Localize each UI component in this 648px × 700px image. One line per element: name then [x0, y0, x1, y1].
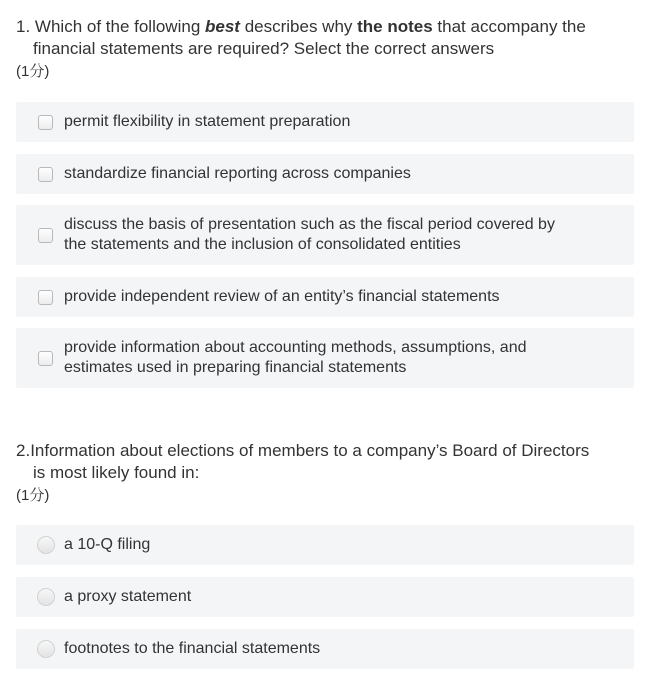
q1-option-4-label: provide independent review of an entity’s financial statements — [64, 288, 500, 305]
q2-option-1[interactable] — [16, 525, 634, 565]
q1-option-5-label-line1: provide information about accounting methods, assumptions, and — [64, 339, 527, 356]
question-1-text-part3: that accompany the — [432, 17, 586, 36]
question-2-number: 2. — [16, 441, 31, 460]
checkbox-icon[interactable] — [38, 228, 53, 243]
checkbox-icon[interactable] — [38, 115, 53, 130]
question-1-text-part1: Which of the following — [30, 17, 205, 36]
radio-icon[interactable] — [37, 536, 55, 554]
q2-option-2-label: a proxy statement — [64, 588, 192, 605]
question-1-score: (1分) — [16, 63, 50, 80]
q2-option-2[interactable] — [16, 577, 634, 617]
q1-option-5-label — [64, 338, 594, 378]
question-1-text-line2: financial statements are required? Select the correct answers — [33, 39, 495, 58]
q1-option-5[interactable] — [16, 328, 634, 388]
question-1-emphasis-notes: the notes — [357, 17, 433, 36]
question-2-title — [16, 440, 636, 484]
q2-option-1-label: a 10-Q filing — [64, 536, 151, 553]
q1-option-1-label: permit flexibility in statement preparation — [64, 113, 351, 130]
q2-option-3[interactable] — [16, 629, 634, 669]
question-1-text-part2: describes why — [239, 17, 358, 36]
question-2-score: (1分) — [16, 487, 50, 504]
q1-option-2[interactable] — [16, 154, 634, 194]
q1-option-3-label-line1: discuss the basis of presentation such as the fiscal period covered by — [64, 216, 555, 233]
question-2 — [16, 440, 636, 506]
question-2-text-line2: is most likely found in: — [33, 463, 200, 482]
question-1 — [16, 16, 636, 82]
checkbox-icon[interactable] — [38, 290, 53, 305]
radio-icon[interactable] — [37, 588, 55, 606]
question-2-text-line1: Information about elections of members to a company’s Board of Directors — [30, 441, 590, 460]
question-1-emphasis-best: best — [205, 17, 240, 36]
q1-option-5-label-line2: estimates used in preparing financial statements — [64, 359, 407, 376]
checkbox-icon[interactable] — [38, 167, 53, 182]
q1-option-1[interactable] — [16, 102, 634, 142]
q1-option-3[interactable] — [16, 205, 634, 265]
q1-option-2-label: standardize financial reporting across companies — [64, 165, 411, 182]
question-1-title — [16, 16, 636, 60]
radio-icon[interactable] — [37, 640, 55, 658]
q2-option-3-label: footnotes to the financial statements — [64, 640, 321, 657]
checkbox-icon[interactable] — [38, 351, 53, 366]
question-1-number: 1. — [16, 17, 31, 36]
q1-option-4[interactable] — [16, 277, 634, 317]
q1-option-3-label-line2: the statements and the inclusion of consolidated entities — [64, 236, 461, 253]
q1-option-3-label — [64, 215, 594, 255]
